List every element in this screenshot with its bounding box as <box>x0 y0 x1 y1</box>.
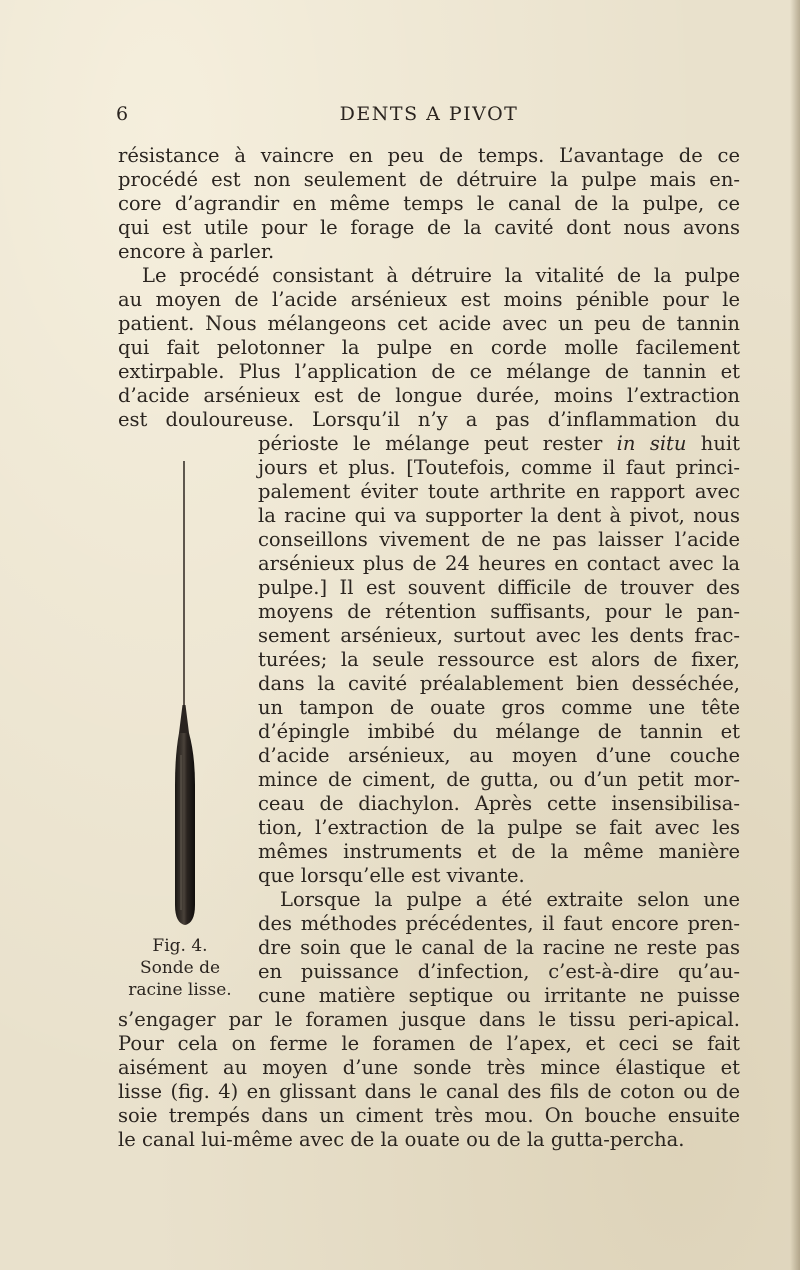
body-line: encore à parler. <box>118 240 275 263</box>
side-line: pulpe.] Il est souvent difficile de trouver des <box>258 576 740 599</box>
figure-caption-number: Fig. 4. <box>152 936 208 956</box>
side-line: mêmes instruments et de la même manière <box>258 840 740 863</box>
side-line: d’épingle imbibé du mélange de tannin et <box>258 720 740 743</box>
side-line: turées; la seule ressource est alors de fixer, <box>258 648 740 671</box>
body-line: procédé est non seulement de détruire la pulpe mais en- <box>118 168 740 191</box>
body-line: le canal lui-même avec de la ouate ou de la gutta-percha. <box>118 1128 685 1151</box>
body-line: extirpable. Plus l’application de ce mélange de tannin et <box>118 360 740 383</box>
side-line: périoste le mélange peut rester in situ huit <box>258 432 740 455</box>
side-line: dans la cavité préalablement bien desséchée, <box>258 672 740 695</box>
body-line: au moyen de l’acide arsénieux est moins pénible pour le <box>118 288 740 311</box>
side-line: en puissance d’infection, c’est-à-dire qu’au- <box>258 960 740 983</box>
side-line: des méthodes précédentes, il faut encore pren- <box>258 912 740 935</box>
probe-icon <box>163 455 207 935</box>
side-line: jours et plus. [Toutefois, comme il faut princi- <box>258 456 740 479</box>
body-line: core d’agrandir en même temps le canal de la pulpe, ce <box>118 192 740 215</box>
body-line: résistance à vaincre en peu de temps. L’avantage de ce <box>118 144 740 167</box>
side-line: sement arsénieux, surtout avec les dents frac- <box>258 624 740 647</box>
body-line: qui est utile pour le forage de la cavité dont nous avons <box>118 216 740 239</box>
body-line: qui fait pelotonner la pulpe en corde molle facilement <box>118 336 740 359</box>
side-line: palement éviter toute arthrite en rapport avec <box>258 480 740 503</box>
page-edge <box>790 0 800 1270</box>
probe-illustration <box>163 455 207 935</box>
body-line: Pour cela on ferme le foramen de l’apex, et ceci se fait <box>118 1032 740 1055</box>
body-line: lisse (fig. 4) en glissant dans le canal des fils de coton ou de <box>118 1080 740 1103</box>
body-line: patient. Nous mélangeons cet acide avec un peu de tannin <box>118 312 740 335</box>
body-line: aisément au moyen d’une sonde très mince élastique et <box>118 1056 740 1079</box>
side-line: arsénieux plus de 24 heures en contact avec la <box>258 552 740 575</box>
side-line: moyens de rétention suffisants, pour le pan- <box>258 600 740 623</box>
page-number: 6 <box>116 103 129 125</box>
side-line: Lorsque la pulpe a été extraite selon une <box>280 888 740 911</box>
body-line: soie trempés dans un ciment très mou. On bouche ensuite <box>118 1104 740 1127</box>
side-line: dre soin que le canal de la racine ne reste pas <box>258 936 740 959</box>
body-line: Le procédé consistant à détruire la vitalité de la pulpe <box>142 264 740 287</box>
side-line: tion, l’extraction de la pulpe se fait avec les <box>258 816 740 839</box>
running-head: DENTS A PIVOT <box>339 103 519 125</box>
body-line: s’engager par le foramen jusque dans le tissu peri-apical. <box>118 1008 740 1031</box>
body-line: d’acide arsénieux est de longue durée, moins l’extraction <box>118 384 740 407</box>
side-line: ceau de diachylon. Après cette insensibilisa- <box>258 792 740 815</box>
side-line: un tampon de ouate gros comme une tête <box>258 696 740 719</box>
figure-caption-title: Sonde de <box>139 958 221 978</box>
body-line: est douloureuse. Lorsqu’il n’y a pas d’inflammation du <box>118 408 740 431</box>
figure-caption-title-2: racine lisse. <box>128 980 232 1000</box>
side-line: mince de ciment, de gutta, ou d’un petit mor- <box>258 768 740 791</box>
side-line: d’acide arsénieux, au moyen d’une couche <box>258 744 740 767</box>
side-line: que lorsqu’elle est vivante. <box>258 864 525 887</box>
page-header <box>116 103 742 129</box>
side-line: cune matière septique ou irritante ne puisse <box>258 984 740 1007</box>
side-line: la racine qui va supporter la dent à pivot, nous <box>258 504 740 527</box>
side-line: conseillons vivement de ne pas laisser l’acide <box>258 528 740 551</box>
